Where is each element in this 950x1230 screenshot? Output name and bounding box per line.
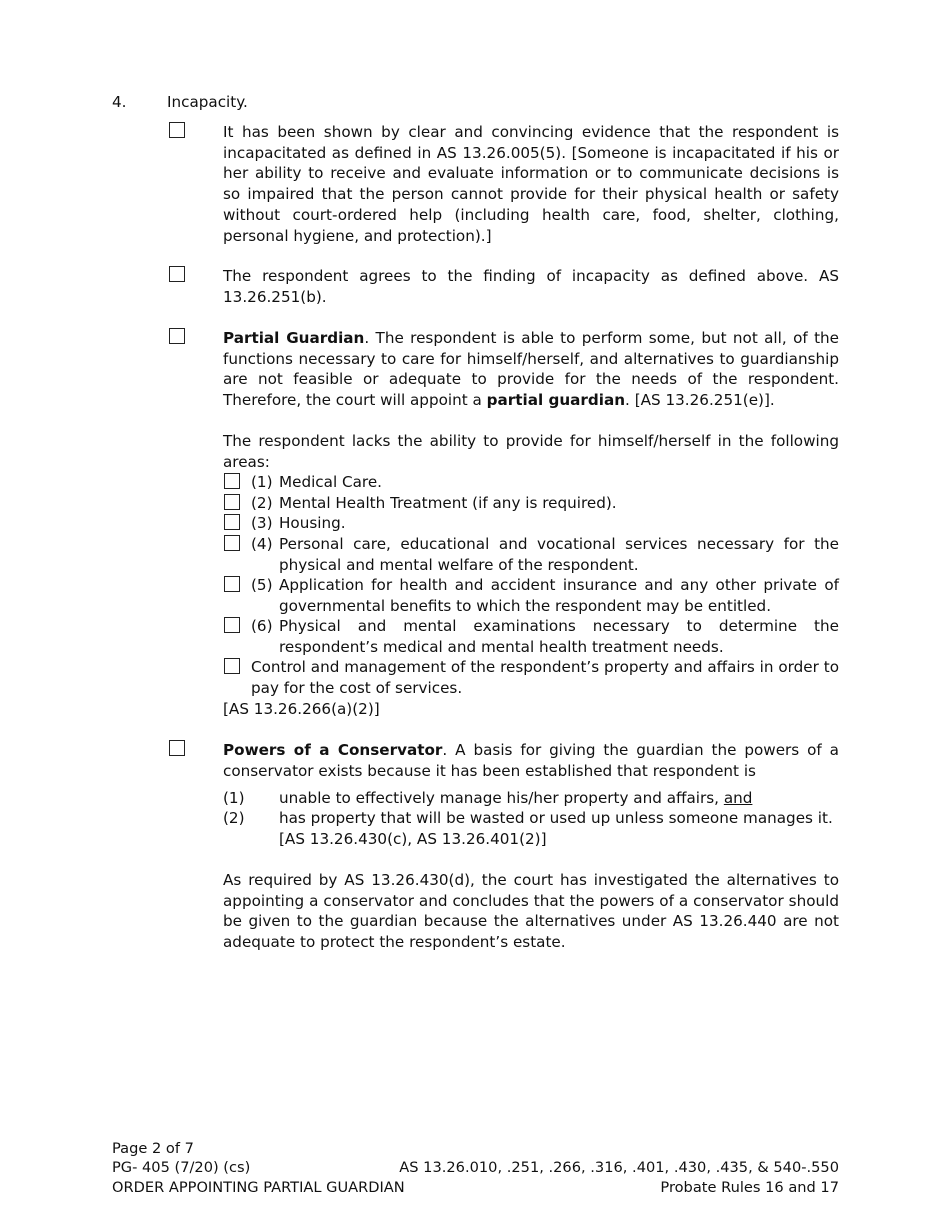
- partial-guardian-text-a: . The respondent is able to perform some, but not all, of the functions necessary to care for himself/herself, and alternatives to guardianship are not feasible or adequate to provide for the needs of the respondent. Therefore, the court will appoint a: [223, 329, 839, 410]
- cons-item-1-text: [279, 788, 839, 809]
- section-number: 4.: [112, 93, 127, 111]
- areas-citation: [AS 13.26.266(a)(2)]: [223, 700, 380, 718]
- footer-row-3: [112, 1178, 839, 1198]
- conservator-paragraph: [223, 740, 839, 781]
- area-1-text: Medical Care.: [279, 473, 383, 491]
- respondent-agrees-text: The respondent agrees to the finding of incapacity as defined above. AS 13.26.251(b).: [223, 267, 839, 306]
- conservator-heading: Powers of a Conservator: [223, 741, 443, 759]
- cons-item-1-underlined: and: [723, 789, 753, 807]
- cons-item-1-body: unable to effectively manage his/her property and affairs,: [279, 789, 724, 807]
- checkbox-area-medical-care[interactable]: [224, 473, 240, 489]
- area-3-number: (3): [251, 514, 273, 532]
- incapacity-evidence-text: It has been shown by clear and convincing evidence that the respondent is incapacitated as defined in AS 13.26.005(5). [Someone is incapacitated if his or her ability to receive and evaluate information or to communicate decisions is so impaired that the person cannot provide for their physical health or safety without court-ordered help (including health care, food, shelter, clothing, personal hygiene, and protection).]: [223, 123, 839, 245]
- area-4-text: Personal care, educational and vocational services necessary for the physical and mental welfare of the respondent.: [279, 535, 839, 574]
- footer-rules: Probate Rules 16 and 17: [660, 1179, 839, 1196]
- cons-item-1-number: (1): [223, 789, 245, 807]
- checkbox-area-housing[interactable]: [224, 514, 240, 530]
- checkbox-conservator-powers[interactable]: [169, 740, 185, 756]
- footer-row-1: [112, 1139, 839, 1159]
- checkbox-area-property-control[interactable]: [224, 658, 240, 674]
- areas-intro: The respondent lacks the ability to provide for himself/herself in the following areas:: [223, 432, 839, 471]
- footer-row-2: [112, 1158, 839, 1178]
- partial-guardian-paragraph: [223, 328, 839, 411]
- area-1-number: (1): [251, 473, 273, 491]
- cons-item-2-number: (2): [223, 809, 245, 827]
- checkbox-area-examinations[interactable]: [224, 617, 240, 633]
- footer-form-title: ORDER APPOINTING PARTIAL GUARDIAN: [112, 1179, 405, 1196]
- area-5-text: Application for health and accident insurance and any other private of governmental benefits to which the respondent may be entitled.: [279, 576, 839, 615]
- section-title: Incapacity.: [167, 93, 248, 111]
- checkbox-area-insurance[interactable]: [224, 576, 240, 592]
- partial-guardian-text-b: . [AS 13.26.251(e)].: [625, 391, 775, 410]
- area-2-text: Mental Health Treatment (if any is required).: [279, 494, 617, 512]
- partial-guardian-bold-term: partial guardian: [486, 391, 626, 410]
- footer-page-number: Page 2 of 7: [112, 1140, 194, 1157]
- footer-form-number: PG- 405 (7/20) (cs): [112, 1159, 251, 1176]
- area-2-number: (2): [251, 494, 273, 512]
- area-property-control-text: Control and management of the respondent’s property and affairs in order to pay for the cost of services.: [251, 658, 839, 697]
- area-5-number: (5): [251, 576, 273, 594]
- footer-statutes: AS 13.26.010, .251, .266, .316, .401, .430, .435, & 540-.550: [399, 1159, 839, 1176]
- conservator-alternatives-paragraph: As required by AS 13.26.430(d), the court has investigated the alternatives to appointing a conservator and concludes that the powers of a conservator should be given to the guardian because the alternatives under AS 13.26.440 are not adequate to protect the respondent’s estate.: [223, 871, 839, 952]
- area-4-number: (4): [251, 535, 273, 553]
- cons-item-2-text: has property that will be wasted or used up unless someone manages it. [AS 13.26.430(c), AS 13.26.401(2)]: [279, 809, 833, 848]
- area-3-text: Housing.: [279, 514, 346, 532]
- checkbox-incapacity-evidence[interactable]: [169, 122, 185, 138]
- checkbox-respondent-agrees[interactable]: [169, 266, 185, 282]
- area-6-number: (6): [251, 617, 273, 635]
- checkbox-partial-guardian[interactable]: [169, 328, 185, 344]
- area-6-text: Physical and mental examinations necessary to determine the respondent’s medical and mental health treatment needs.: [279, 617, 839, 656]
- checkbox-area-personal-care[interactable]: [224, 535, 240, 551]
- checkbox-area-mental-health[interactable]: [224, 494, 240, 510]
- conservator-text: . A basis for giving the guardian the powers of a conservator exists because it has been established that respondent is: [223, 741, 839, 780]
- partial-guardian-heading: Partial Guardian: [223, 329, 365, 347]
